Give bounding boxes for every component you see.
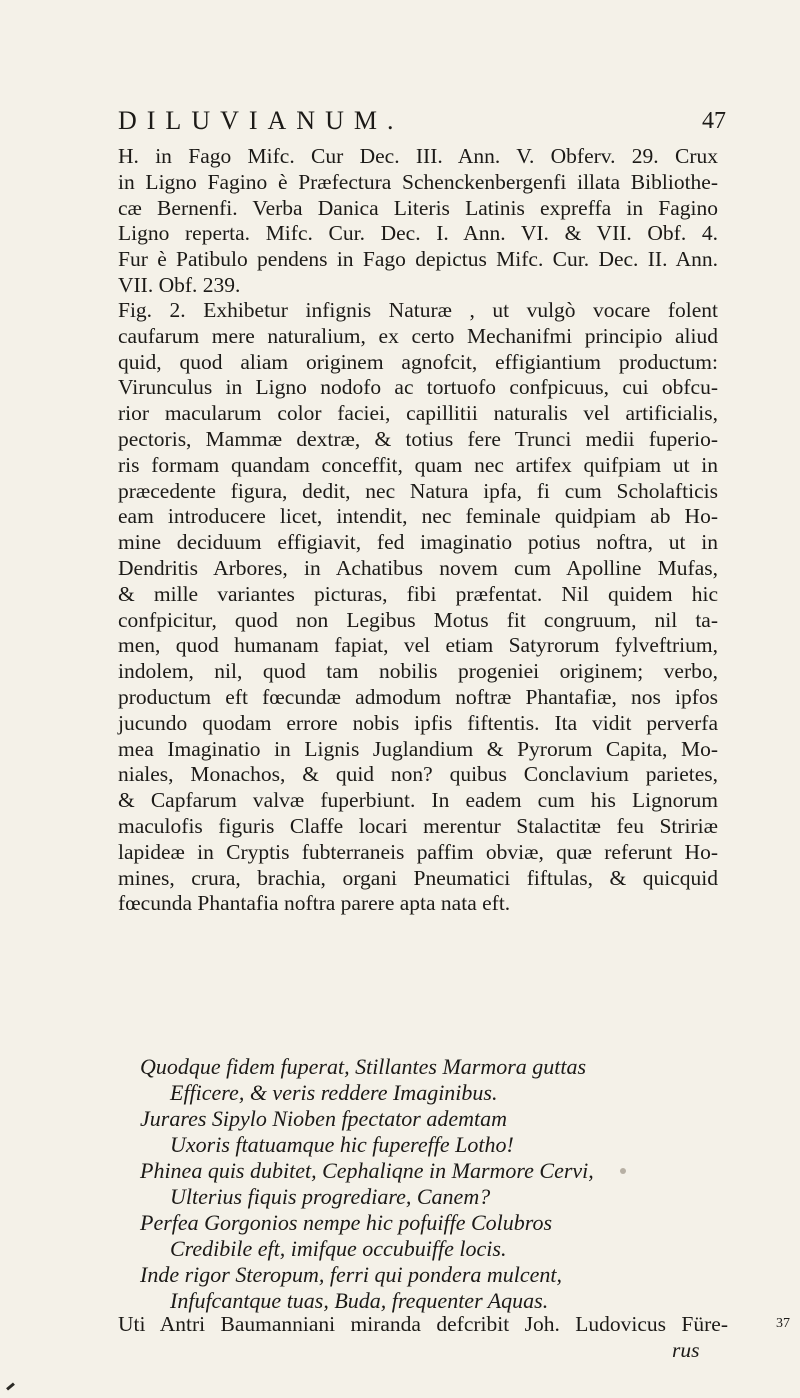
- text-line: mines, crura, brachia, organi Pneumatici fiftulas, & quicquid: [118, 865, 718, 890]
- text-line: Fig. 2. Exhibetur infignis Naturæ , ut vulgò vocare folent: [118, 298, 718, 322]
- text-line: VII. Obf. 239.: [118, 272, 241, 297]
- text-line: Virunculus in Ligno nodofo ac tortuofo confpicuus, cui obfcu-: [118, 375, 718, 400]
- text-line: productum eft fœcundæ admodum noftræ Phantafiæ, nos ipfos: [118, 684, 718, 709]
- page-number: 47: [702, 108, 726, 134]
- corner-mark: [6, 1382, 15, 1390]
- text-line: fœcunda Phantafia noftra parere apta nata eft.: [118, 891, 511, 916]
- text-line: mine deciduum effigiavit, fed imaginatio potius noftra, ut in: [118, 530, 718, 555]
- text-line: niales, Monachos, & quid non? quibus Conclavium parietes,: [118, 762, 718, 787]
- text-line: H. in Fago Mifc. Cur Dec. III. Ann. V. Obferv. 29. Crux: [118, 144, 718, 168]
- poem-line: Quodque fidem fuperat, Stillantes Marmora guttas: [140, 1054, 587, 1079]
- poem-line: Efficere, & veris reddere Imaginibus.: [170, 1080, 498, 1105]
- text-line: indolem, nil, quod tam nobilis progeniei originem; verbo,: [118, 659, 718, 684]
- text-line: mea Imaginatio in Lignis Juglandium & Pyrorum Capita, Mo-: [118, 736, 718, 761]
- ink-spot: [620, 1168, 626, 1174]
- final-line: Uti Antri Baumanniani miranda defcribit Joh. Ludovicus Füre-: [118, 1312, 728, 1336]
- text-line: eam introducere licet, intendit, nec feminale quidpiam ab Ho-: [118, 504, 718, 529]
- text-line: & mille variantes picturas, fibi præfentat. Nil quidem hic: [118, 581, 718, 606]
- running-head: DILUVIANUM.: [118, 106, 404, 135]
- poem-line: Ulterius fiquis progrediare, Canem?: [170, 1184, 491, 1209]
- poem-line: Jurares Sipylo Nioben fpectator ademtam: [140, 1106, 508, 1131]
- text-line: Fur è Patibulo pendens in Fago depictus Mifc. Cur. Dec. II. Ann.: [118, 247, 718, 272]
- catchword: rus: [672, 1338, 700, 1362]
- poem-line: Inde rigor Steropum, ferri qui pondera mulcent,: [140, 1262, 563, 1287]
- text-line: rior macularum color faciei, capillitii naturalis vel artificialis,: [118, 401, 718, 426]
- text-line: jucundo quodam errore nobis ipfis fiftentis. Ita vidit perverfa: [118, 710, 718, 735]
- main-paragraph: [118, 298, 718, 917]
- text-line: pectoris, Mammæ dextræ, & totius fere Trunci medii fuperio-: [118, 426, 718, 451]
- poem-line: Phinea quis dubitet, Cephaliqne in Marmore Cervi,: [140, 1158, 594, 1183]
- text-line: lapideæ in Cryptis fubterraneis paffim obviæ, quæ referunt Ho-: [118, 839, 718, 864]
- text-line: maculofis figuris Claffe locari merentur Stalactitæ feu Stririæ: [118, 813, 718, 838]
- poem-line: Perfea Gorgonios nempe hic pofuiffe Colubros: [140, 1210, 553, 1235]
- poem-block: [140, 1054, 740, 1314]
- text-line: Dendritis Arbores, in Achatibus novem cum Apolline Mufas,: [118, 555, 718, 580]
- text-line: ris formam quandam conceffit, quam nec artifex quifpiam ut in: [118, 452, 718, 477]
- text-line: in Ligno Fagino è Præfectura Schenckenbergenfi illata Bibliothe-: [118, 169, 718, 194]
- margin-number: 37: [776, 1316, 790, 1331]
- text-line: præcedente figura, dedit, nec Natura ipfa, fi cum Scholafticis: [118, 478, 718, 503]
- poem-line: Credibile eft, imifque occubuiffe locis.: [170, 1236, 507, 1261]
- text-line: & Capfarum valvæ fuperbiunt. In eadem cum his Lignorum: [118, 788, 718, 813]
- text-line: cæ Bernenfi. Verba Danica Literis Latinis expreffa in Fagino: [118, 195, 718, 220]
- text-line: caufarum mere naturalium, ex certo Mechanifmi principio aliud: [118, 323, 718, 348]
- text-line: quid, quod aliam originem agnofcit, effigiantium productum:: [118, 349, 718, 374]
- text-line: Ligno reperta. Mifc. Cur. Dec. I. Ann. VI. & VII. Obf. 4.: [118, 221, 718, 246]
- poem-line: Uxoris ftatuamque hic fupereffe Lotho!: [170, 1132, 514, 1157]
- text-line: men, quod humanam fapiat, vel etiam Satyrorum fylveftrium,: [118, 633, 718, 658]
- poem-line: Infufcantque tuas, Buda, frequenter Aquas.: [170, 1288, 549, 1313]
- text-line: confpicitur, quod non Legibus Motus fit congruum, nil ta-: [118, 607, 718, 632]
- references-block: [118, 144, 718, 299]
